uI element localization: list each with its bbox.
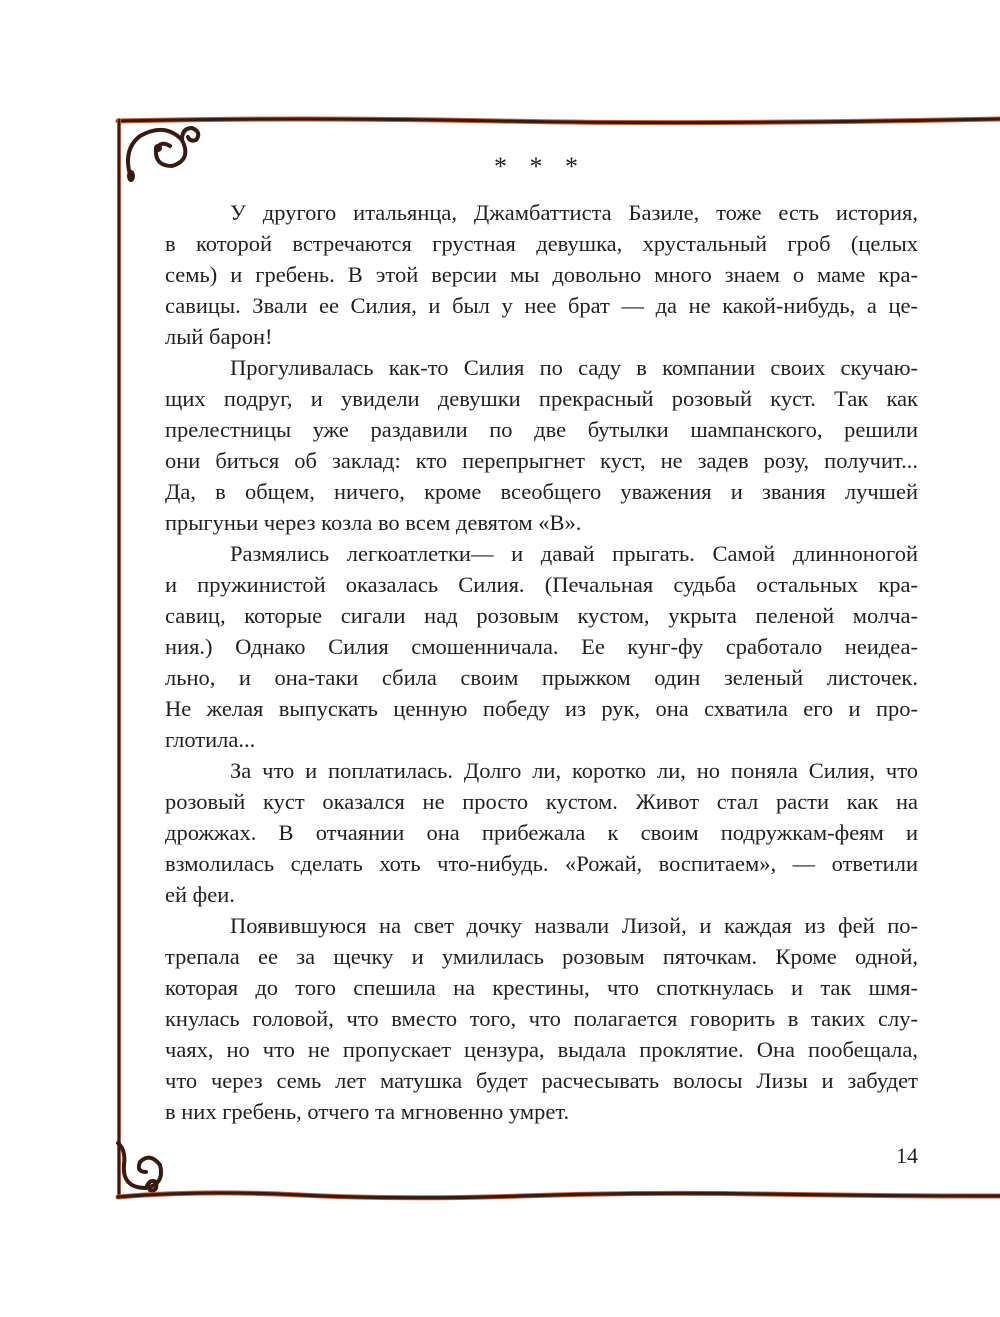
text-line: в них гребень, отчего та мгновенно умрет. — [165, 1099, 570, 1124]
paragraph — [165, 755, 918, 910]
paragraph — [165, 538, 918, 755]
text-line: дрожжах. В отчаянии она прибежала к своим подружкам-феям и — [165, 820, 918, 845]
text-line: ей феи. — [165, 882, 235, 907]
text-line: У другого итальянца, Джамбаттиста Базиле, тоже есть история, — [230, 200, 918, 225]
text-line: взмолилась сделать хоть что-нибудь. «Рожай, воспитаем», — ответили — [165, 851, 918, 876]
section-separator: * * * — [494, 152, 586, 181]
text-line: Да, в общем, ничего, кроме всеобщего уважения и звания лучшей — [165, 479, 918, 504]
text-line: лый барон! — [165, 324, 273, 349]
text-line: Не желая выпускать ценную победу из рук, она схватила его и про- — [165, 696, 918, 721]
paragraph — [165, 197, 918, 352]
text-line: льно, и она-таки сбила своим прыжком один зеленый листочек. — [165, 665, 918, 690]
text-line: кнулась головой, что вместо того, что полагается говорить в таких слу- — [165, 1006, 918, 1031]
text-line: в которой встречаются грустная девушка, хрустальный гроб (целых — [165, 231, 918, 256]
text-line: Размялись легкоатлетки— и давай прыгать. Самой длинноногой — [230, 541, 918, 566]
text-line: трепала ее за щечку и умилилась розовым пяточкам. Кроме одной, — [165, 944, 918, 969]
text-line: щих подруг, и увидели девушки прекрасный розовый куст. Так как — [165, 386, 918, 411]
paragraph — [165, 910, 918, 1127]
text-line: савиц, которые сигали над розовым кустом, укрыта пеленой молча- — [165, 603, 918, 628]
text-line: глотила... — [165, 727, 256, 752]
text-line: Прогуливалась как-то Силия по саду в компании своих скучаю- — [230, 355, 918, 380]
text-line: Появившуюся на свет дочку назвали Лизой, и каждая из фей по- — [230, 913, 918, 938]
body-text — [165, 197, 918, 1127]
text-line: савицы. Звали ее Силия, и был у нее брат — да не какой-нибудь, а це- — [165, 293, 918, 318]
text-line: прелестницы уже раздавили по две бутылки шампанского, решили — [165, 417, 918, 442]
text-line: ния.) Однако Силия смошенничала. Ее кунг-фу сработало неидеа- — [165, 634, 918, 659]
text-line: розовый куст оказался не просто кустом. Живот стал расти как на — [165, 789, 918, 814]
text-line: которая до того спешила на крестины, что споткнулась и так шмя- — [165, 975, 918, 1000]
paragraph — [165, 352, 918, 538]
page-number: 14 — [896, 1143, 918, 1168]
text-line: что через семь лет матушка будет расчесывать волосы Лизы и забудет — [165, 1068, 918, 1093]
text-line: они биться об заклад: кто перепрыгнет куст, не задев розу, получит... — [165, 448, 918, 473]
text-line: За что и поплатилась. Долго ли, коротко ли, но поняла Силия, что — [230, 758, 918, 783]
text-line: прыгуньи через козла во всем девятом «В». — [165, 510, 582, 535]
text-line: семь) и гребень. В этой версии мы довольно много знаем о маме кра- — [165, 262, 918, 287]
text-line: и пружинистой оказалась Силия. (Печальная судьба остальных кра- — [165, 572, 918, 597]
corner-swirl-bottom — [118, 1143, 161, 1190]
text-line: чаях, но что не пропускает цензура, выдала проклятие. Она пообещала, — [165, 1037, 918, 1062]
